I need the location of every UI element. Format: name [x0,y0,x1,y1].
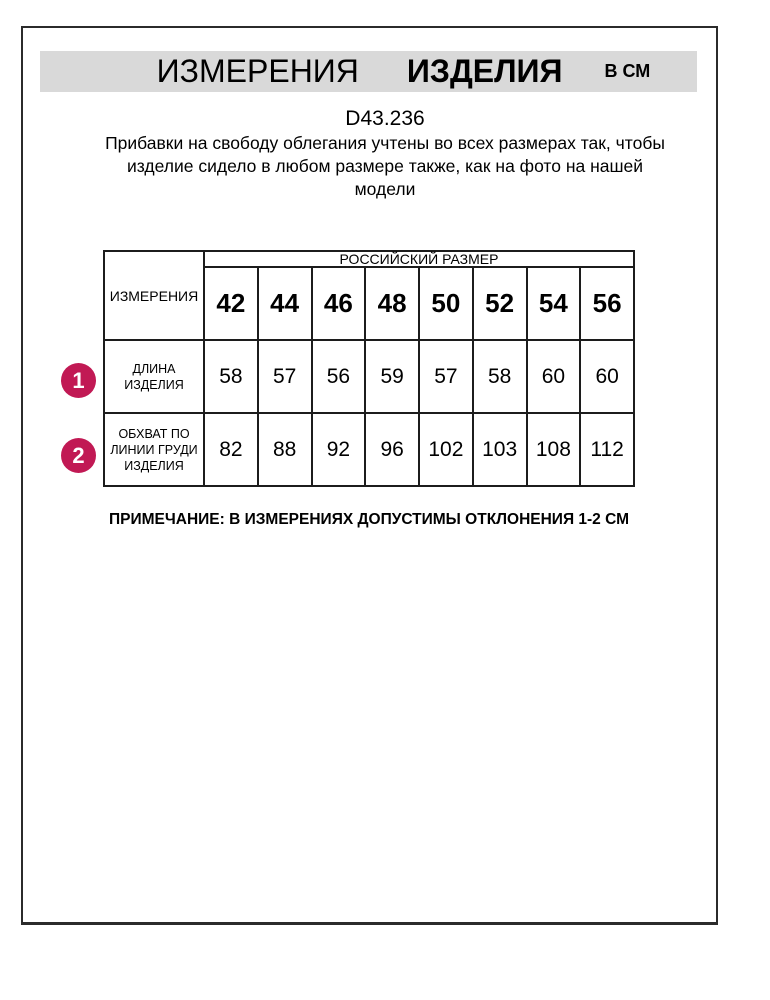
measurements-column-header: ИЗМЕРЕНИЯ [104,251,204,340]
title-product: ИЗДЕЛИЯ [406,53,563,89]
product-code: D43.236 [345,107,425,130]
size-column-header: 52 [473,267,527,340]
value-cell: 112 [580,413,634,486]
value-cell: 60 [580,340,634,413]
value-cell: 59 [365,340,419,413]
size-table [103,250,635,487]
value-cell: 92 [312,413,366,486]
value-cell: 56 [312,340,366,413]
description-line-3: модели [354,179,416,199]
value-cell: 108 [527,413,581,486]
title-band [40,51,697,92]
table-row-length [104,340,634,413]
tolerance-note: ПРИМЕЧАНИЕ: В ИЗМЕРЕНИЯХ ДОПУСТИМЫ ОТКЛОНЕНИЯ 1-2 СМ [108,511,630,528]
value-cell: 103 [473,413,527,486]
title-measurements: ИЗМЕРЕНИЯ [156,53,359,89]
description-line-2: изделие сидело в любом размере также, как на фото на нашей [126,156,644,176]
product-description [0,132,770,201]
title-unit: В СМ [604,61,651,81]
table-group-header-row [104,251,634,267]
value-cell: 58 [473,340,527,413]
row-number-badge-2: 2 [61,438,96,473]
size-column-header: 54 [527,267,581,340]
value-cell: 102 [419,413,473,486]
russian-size-group-header: РОССИЙСКИЙ РАЗМЕР [204,251,634,267]
value-cell: 82 [204,413,258,486]
description-line-1: Прибавки на свободу облегания учтены во всех размерах так, чтобы [105,133,665,153]
size-column-header: 56 [580,267,634,340]
row-label-chest: ОБХВАТ ПО ЛИНИИ ГРУДИ ИЗДЕЛИЯ [104,413,204,486]
value-cell: 96 [365,413,419,486]
size-column-header: 42 [204,267,258,340]
size-column-header: 48 [365,267,419,340]
size-column-header: 50 [419,267,473,340]
value-cell: 60 [527,340,581,413]
row-label-length: ДЛИНА ИЗДЕЛИЯ [104,340,204,413]
value-cell: 58 [204,340,258,413]
row-number-badge-1: 1 [61,363,96,398]
value-cell: 88 [258,413,312,486]
table-row-chest [104,413,634,486]
value-cell: 57 [258,340,312,413]
value-cell: 57 [419,340,473,413]
size-column-header: 46 [312,267,366,340]
size-column-header: 44 [258,267,312,340]
